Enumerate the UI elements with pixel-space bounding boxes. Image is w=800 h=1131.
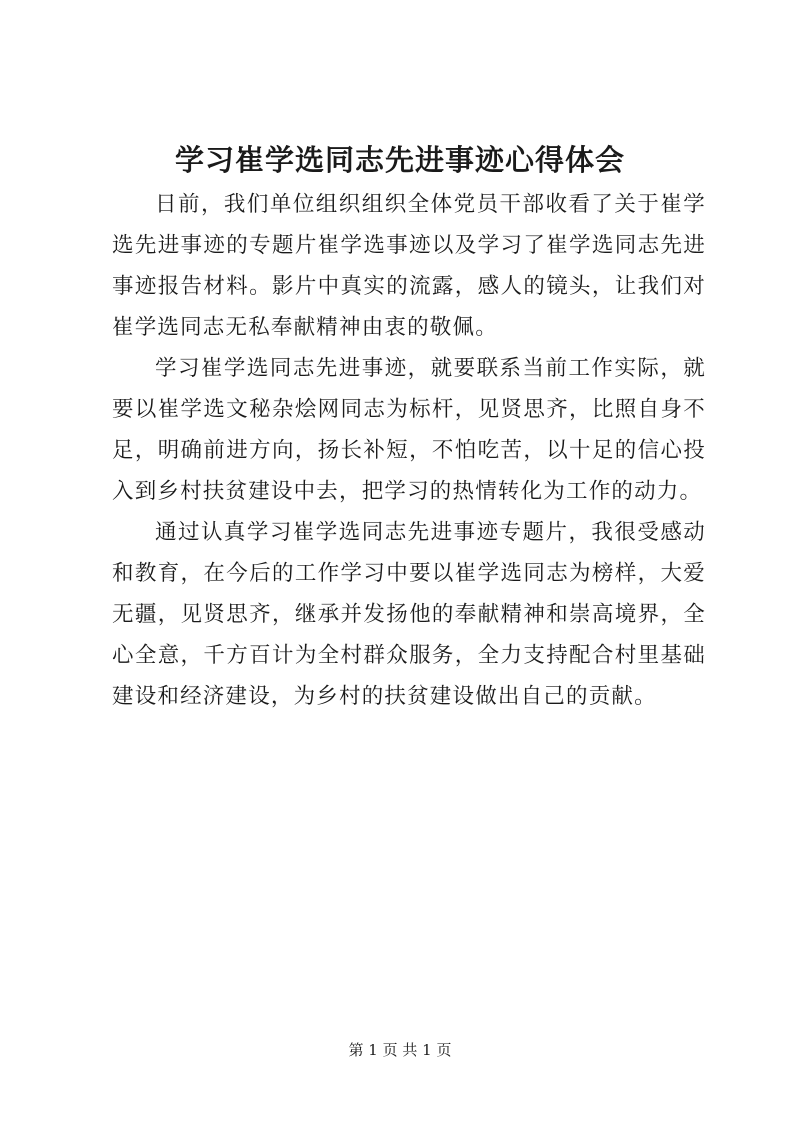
paragraph-3: 通过认真学习崔学选同志先进事迹专题片，我很受感动和教育，在今后的工作学习中要以崔学选同志为榜样，大爱无疆，见贤思齐，继承并发扬他的奉献精神和崇高境界，全心全意，千方百计为全村群众服务，全力支持配合村里基础建设和经济建设，为乡村的扶贫建设做出自己的贡献。 xyxy=(112,520,706,709)
paragraph-2: 学习崔学选同志先进事迹，就要联系当前工作实际，就要以崔学选文秘杂烩网同志为标杆，见贤思齐，比照自身不足，明确前进方向，扬长补短，不怕吃苦，以十足的信心投入到乡村扶贫建设中去，把学习的热情转化为工作的动力。 xyxy=(112,356,706,504)
paragraph-1: 日前，我们单位组织组织全体党员干部收看了关于崔学选先进事迹的专题片崔学选事迹以及学习了崔学选同志先进事迹报告材料。影片中真实的流露，感人的镜头，让我们对崔学选同志无私奉献精神由衷的敬佩。 xyxy=(112,192,706,340)
page-number-footer: 第 1 页 共 1 页 xyxy=(348,1041,452,1059)
document-title: 学习崔学选同志先进事迹心得体会 xyxy=(174,143,625,177)
document-body xyxy=(112,184,706,717)
